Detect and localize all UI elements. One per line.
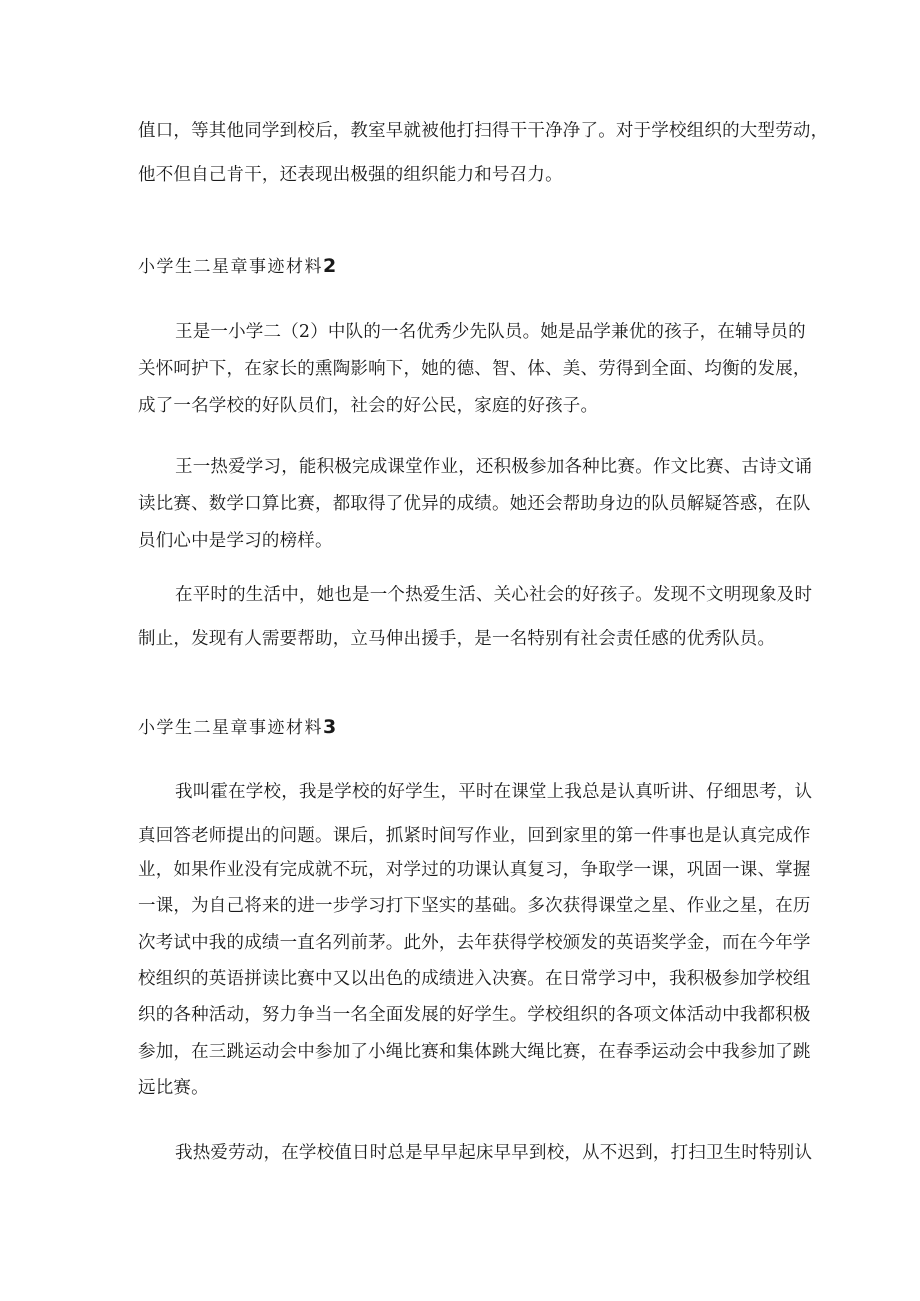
s3-p1-line-1: 我叫霍在学校，我是学校的好学生，平时在课堂上我总是认真听讲、仔细思考，认 <box>175 782 813 802</box>
section-3-number: 3 <box>323 716 337 738</box>
intro-line-1: 值口，等其他同学到校后，教室早就被他打扫得干干净净了。对于学校组织的大型劳动， <box>138 121 829 141</box>
s3-p2-line-1: 我热爱劳动，在学校值日时总是早早起床早早到校，从不迟到，打扫卫生时特别认 <box>175 1143 813 1163</box>
s3-p1-line-8: 参加，在三跳运动会中参加了小绳比赛和集体跳大绳比赛，在春季运动会中我参加了跳 <box>138 1042 811 1062</box>
s2-p3-line-2: 制止，发现有人需要帮助，立马伸出援手，是一名特别有社会责任感的优秀队员。 <box>138 629 776 649</box>
s2-p1-line-1: 王是一小学二（2）中队的一名优秀少先队员。她是品学兼优的孩子，在辅导员的 <box>175 322 806 342</box>
s2-p1-line-3: 成了一名学校的好队员们，社会的好公民，家庭的好孩子。 <box>138 396 599 416</box>
s3-p1-line-4: 一课，为自己将来的进一步学习打下坚实的基础。多次获得课堂之星、作业之星，在历 <box>138 896 811 916</box>
s2-p2-line-3: 员们心中是学习的榜样。 <box>138 531 333 551</box>
s2-p2-line-1: 王一热爱学习，能积极完成课堂作业，还积极参加各种比赛。作文比赛、古诗文诵 <box>175 457 813 477</box>
section-2-number: 2 <box>323 255 337 277</box>
s2-p2-line-2: 读比赛、数学口算比赛，都取得了优异的成绩。她还会帮助身边的队员解疑答惑，在队 <box>138 494 811 514</box>
section-3-heading <box>138 715 336 740</box>
s3-p1-line-9: 远比赛。 <box>138 1078 209 1098</box>
s3-p1-line-6: 校组织的英语拼读比赛中又以出色的成绩进入决赛。在日常学习中，我积极参加学校组 <box>138 969 811 989</box>
s3-p1-line-7: 织的各种活动，努力争当一名全面发展的好学生。学校组织的各项文体活动中我都积极 <box>138 1005 811 1025</box>
section-3-title: 小学生二星章事迹材料 <box>138 718 323 738</box>
section-2-heading <box>138 254 336 279</box>
s2-p1-line-2: 关怀呵护下，在家长的熏陶影响下，她的德、智、体、美、劳得到全面、均衡的发展， <box>138 359 811 379</box>
section-2-title: 小学生二星章事迹材料 <box>138 257 323 277</box>
intro-line-2: 他不但自己肯干，还表现出极强的组织能力和号召力。 <box>138 165 563 185</box>
s3-p1-line-5: 次考试中我的成绩一直名列前茅。此外，去年获得学校颁发的英语奖学金，而在今年学 <box>138 933 811 953</box>
s3-p1-line-2: 真回答老师提出的问题。课后，抓紧时间写作业，回到家里的第一件事也是认真完成作 <box>138 826 811 846</box>
s2-p3-line-1: 在平时的生活中，她也是一个热爱生活、关心社会的好孩子。发现不文明现象及时 <box>175 585 813 605</box>
s3-p1-line-3: 业，如果作业没有完成就不玩，对学过的功课认真复习，争取学一课，巩固一课、掌握 <box>138 860 811 880</box>
